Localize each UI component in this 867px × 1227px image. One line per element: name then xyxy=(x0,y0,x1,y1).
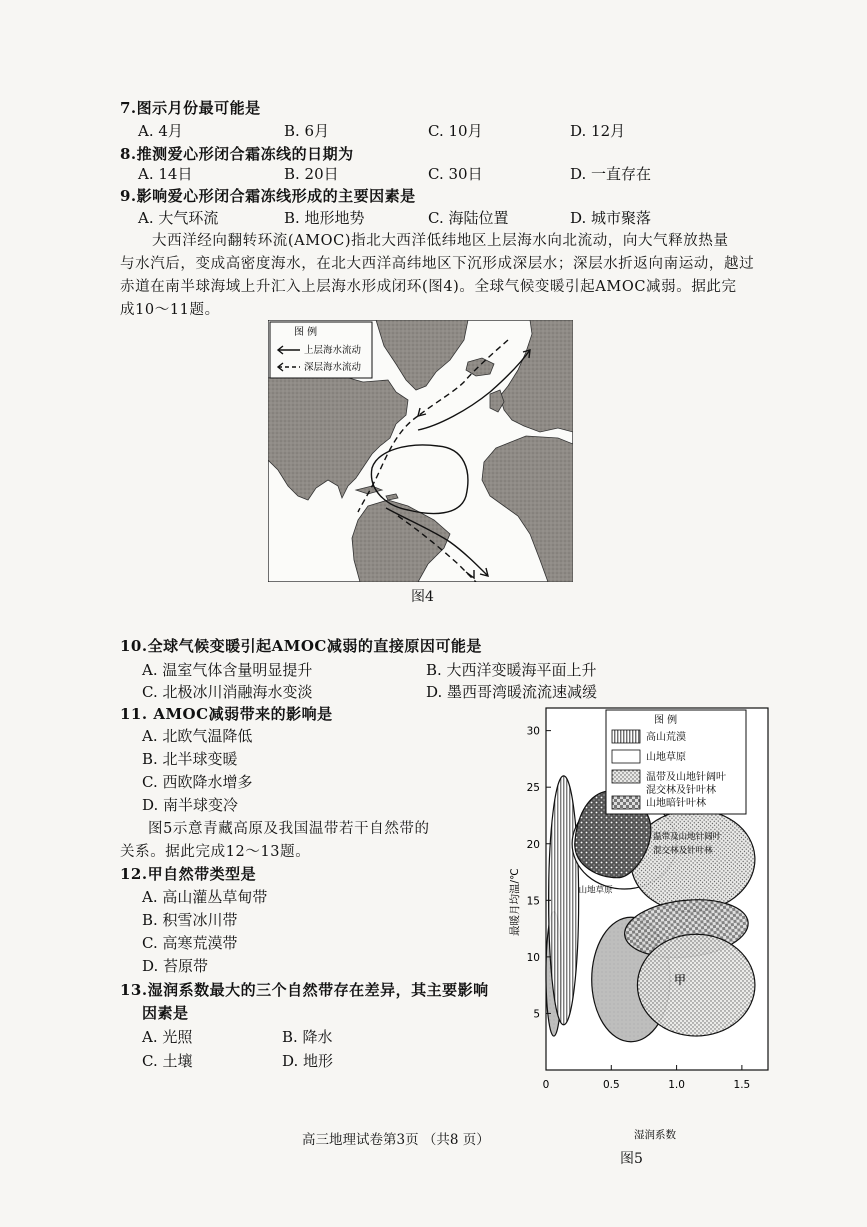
q13-option-d: D. 地形 xyxy=(282,1052,334,1070)
q12-option-d: D. 苔原带 xyxy=(142,957,209,975)
q7-option-a: A. 4月 xyxy=(138,122,183,140)
y-tick-label: 30 xyxy=(526,725,540,738)
q7-option-b: B. 6月 xyxy=(284,122,330,140)
q8-option-d: D. 一直存在 xyxy=(570,165,652,183)
legend-swatch-alpine-desert xyxy=(612,730,640,743)
q13-option-c: C. 土壤 xyxy=(142,1052,193,1070)
q13-stem-line2: 因素是 xyxy=(142,1004,189,1022)
q11-stem: 11. AMOC减弱带来的影响是 xyxy=(120,705,333,723)
fig5-legend-mixed-forest-1: 温带及山地针阔叶 xyxy=(646,772,726,783)
x-tick-label: 0 xyxy=(542,1079,550,1091)
legend-swatch-dark-conifer xyxy=(612,796,640,809)
legend-swatch-mountain-steppe xyxy=(612,750,640,763)
q7-stem: 7.图示月份最可能是 xyxy=(120,99,261,117)
amoc-passage-line3: 赤道在南半球海域上升汇入上层海水形成闭环(图4)。全球气候变暖引起AMOC减弱。据此完 xyxy=(120,279,737,295)
q12-option-c: C. 高寒荒漠带 xyxy=(142,934,238,952)
amoc-passage-line1: 大西洋经向翻转环流(AMOC)指北大西洋低纬地区上层海水向北流动，向大气释放热量 xyxy=(152,233,729,249)
q10-stem: 10.全球气候变暖引起AMOC减弱的直接原因可能是 xyxy=(120,637,482,655)
region-label-jia: 甲 xyxy=(673,973,686,988)
y-axis-label: 最暖月均温/℃ xyxy=(509,868,521,936)
q9-option-a: A. 大气环流 xyxy=(138,209,219,227)
q9-option-b: B. 地形地势 xyxy=(284,209,365,227)
q8-option-a: A. 14日 xyxy=(138,165,193,183)
figure-4-caption: 图4 xyxy=(411,589,434,605)
fig5-passage-line1: 图5示意青藏高原及我国温带若干自然带的 xyxy=(148,821,430,837)
q11-option-a: A. 北欧气温降低 xyxy=(142,727,253,745)
x-tick-label: 0.5 xyxy=(602,1079,620,1091)
fig5-legend-title: 图 例 xyxy=(654,715,678,726)
q12-option-b: B. 积雪冰川带 xyxy=(142,911,238,929)
q9-stem: 9.影响爱心形闭合霜冻线形成的主要因素是 xyxy=(120,187,416,205)
q10-option-d: D. 墨西哥湾暖流流速减缓 xyxy=(426,683,598,701)
y-tick-label: 15 xyxy=(526,895,540,908)
q10-option-c: C. 北极冰川消融海水变淡 xyxy=(142,683,313,701)
q13-option-a: A. 光照 xyxy=(142,1028,193,1046)
q9-option-d: D. 城市聚落 xyxy=(570,209,652,227)
y-tick-label: 25 xyxy=(526,782,540,795)
figure-5-chart xyxy=(500,706,770,1148)
fig4-legend-deep: 深层海水流动 xyxy=(304,362,362,373)
q11-option-b: B. 北半球变暖 xyxy=(142,750,238,768)
fig4-legend-upper: 上层海水流动 xyxy=(304,345,362,356)
q7-option-d: D. 12月 xyxy=(570,122,626,140)
region-label-steppe: 山地草原 xyxy=(578,885,613,896)
q12-option-a: A. 高山灌丛草甸带 xyxy=(142,888,268,906)
q10-option-a: A. 温室气体含量明显提升 xyxy=(142,661,313,679)
x-tick-label: 1.5 xyxy=(733,1079,751,1091)
fig4-legend-title: 图 例 xyxy=(294,327,318,338)
fig5-legend-mixed-forest-2: 混交林及针叶林 xyxy=(646,785,716,796)
amoc-passage-line2: 与水汽后，变成高密度海水，在北大西洋高纬地区下沉形成深层水；深层水折返向南运动，越过 xyxy=(120,256,755,272)
fig5-passage-line2: 关系。据此完成12～13题。 xyxy=(120,844,311,860)
fig5-legend-alpine-desert: 高山荒漠 xyxy=(646,732,686,743)
y-tick-label: 5 xyxy=(533,1008,540,1021)
figure-5-caption: 图5 xyxy=(620,1151,643,1167)
q12-stem: 12.甲自然带类型是 xyxy=(120,865,257,883)
x-tick-label: 1.0 xyxy=(668,1079,685,1091)
q13-option-b: B. 降水 xyxy=(282,1028,333,1046)
region-jia xyxy=(637,934,755,1036)
x-axis-label: 湿润系数 xyxy=(634,1129,676,1141)
q11-option-d: D. 南半球变冷 xyxy=(142,796,239,814)
q10-option-b: B. 大西洋变暖海平面上升 xyxy=(426,661,597,679)
amoc-passage-line4: 成10～11题。 xyxy=(120,302,220,318)
fig5-legend-mountain-steppe: 山地草原 xyxy=(646,752,686,763)
q11-option-c: C. 西欧降水增多 xyxy=(142,773,253,791)
q8-option-b: B. 20日 xyxy=(284,165,339,183)
q9-option-c: C. 海陆位置 xyxy=(428,209,509,227)
figure-4-map xyxy=(268,320,573,582)
q8-stem: 8.推测爱心形闭合霜冻线的日期为 xyxy=(120,145,354,163)
legend-swatch-mixed-forest xyxy=(612,770,640,783)
y-tick-label: 20 xyxy=(526,838,540,851)
q7-option-c: C. 10月 xyxy=(428,122,483,140)
page-footer: 高三地理试卷第3页 （共8 页） xyxy=(302,1132,490,1148)
q13-stem-line1: 13.湿润系数最大的三个自然带存在差异，其主要影响 xyxy=(120,981,489,999)
region-label-mixed-forest-1: 温带及山地针阔叶 xyxy=(653,832,722,843)
region-alpine-desert xyxy=(549,776,579,1025)
region-label-mixed-forest-2: 混交林及针叶林 xyxy=(653,845,713,856)
fig5-legend-dark-conifer: 山地暗针叶林 xyxy=(646,798,706,809)
q8-option-c: C. 30日 xyxy=(428,165,483,183)
y-tick-label: 10 xyxy=(526,951,540,964)
